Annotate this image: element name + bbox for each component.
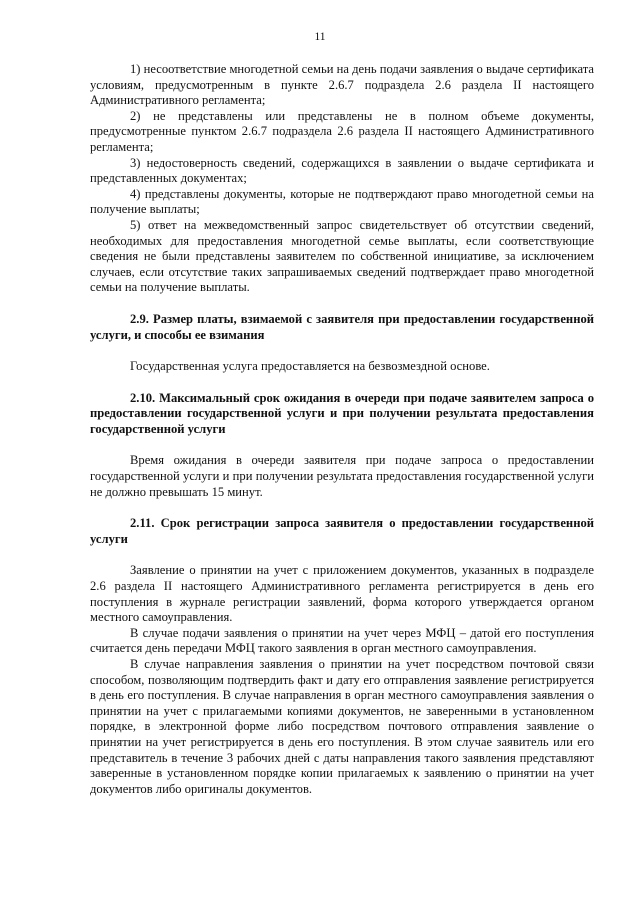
page-number: 11 [314,31,326,43]
list-item: 3) недостоверность сведений, содержащихся в заявлении о выдаче сертификата и представленных документах; [90,155,594,186]
section-paragraph: В случае подачи заявления о принятии на учет через МФЦ – датой его поступления считается день передачи МФЦ такого заявления в орган местного самоуправления. [90,625,594,656]
section-paragraph: В случае направления заявления о принятии на учет посредством почтовой связи способом, позволяющим подтвердить факт и дату его отправления заявление регистрируется в день его поступления. В случае направления в орган местного самоуправления заявления о принятии на учет с прилагаемыми копиями документов, не заверенными в установленном порядке, в электронной форме либо посредством почтового отправления заявление о принятии на учет регистрируется в день его поступления. В этом случае заявитель или его представитель в течение 3 рабочих дней с даты направления такого заявления представляют заверенные в установленном порядке копии прилагаемых к заявлению о принятии на учет документов либо оригиналы документов. [90,657,594,796]
section-text-2-9: Государственная услуга предоставляется на безвозмездной основе. [130,359,490,374]
section-heading-2-10: 2.10. Максимальный срок ожидания в очереди при подаче заявителем запроса о предоставлении государственной услуги и при получении результата предоставления государственной услуги [90,390,594,436]
list-item: 5) ответ на межведомственный запрос свидетельствует об отсутствии сведений, необходимых для предоставления многодетной семье выплаты, если соответствующие сведения не были представлены заявителем по собственной инициативе, за исключением случаев, если отсутствие таких запрашиваемых сведений подтверждает право многодетной семьи на получение выплаты. [90,217,594,295]
section-text-2-10: Время ожидания в очереди заявителя при подаче запроса о предоставлении государственной услуги и при получении результата предоставления государственной услуги не должно превышать 15 минут. [90,453,594,499]
document-body [90,62,594,797]
section-paragraph: Заявление о принятии на учет с приложением документов, указанных в подразделе 2.6 раздела II настоящего Административного регламента регистрируется в день его поступления в журнале регистрации заявлений, форма которого утверждается органом местного самоуправления. [90,563,594,625]
section-heading-2-11: 2.11. Срок регистрации запроса заявителя о предоставлении государственной услуги [90,516,594,546]
list-item: 1) несоответствие многодетной семьи на день подачи заявления о выдаче сертификата условиям, предусмотренным в пункте 2.6.7 подраздела 2.6 раздела II настоящего Административного регламента; [90,62,594,108]
list-item: 2) не представлены или представлены не в полном объеме документы, предусмотренные пунктом 2.6.7 подраздела 2.6 раздела II настоящего Административного регламента; [90,108,594,154]
list-item: 4) представлены документы, которые не подтверждают право многодетной семьи на получение выплаты; [90,186,594,217]
section-heading-2-9: 2.9. Размер платы, взимаемой с заявителя при предоставлении государственной услуги, и способы ее взимания [90,311,594,342]
